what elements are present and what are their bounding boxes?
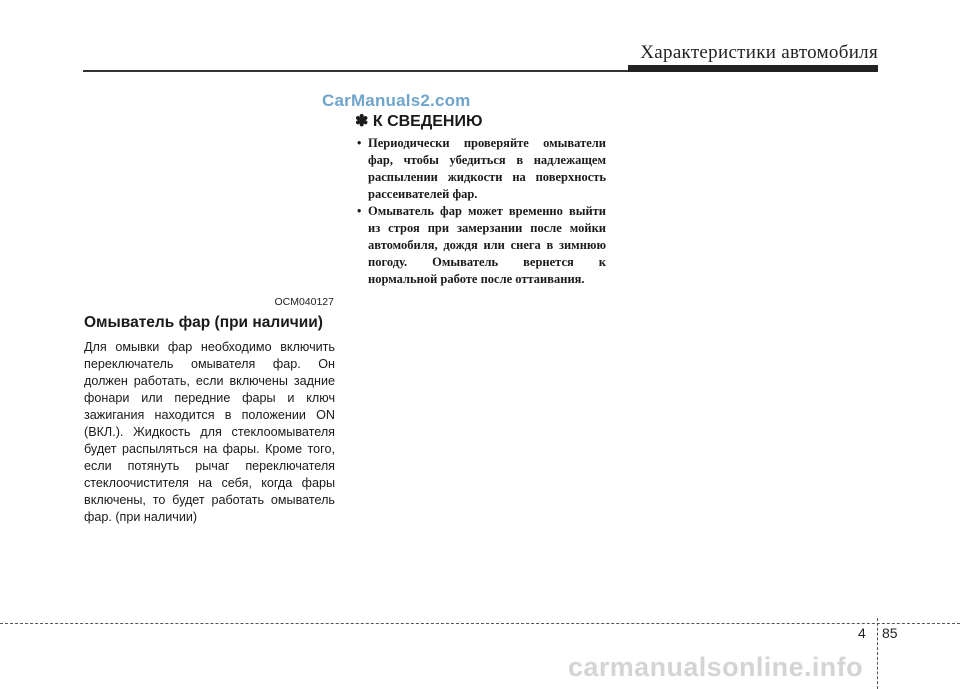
info-item-text: Омыватель фар может временно выйти из строя при замерзании после мойки автомобиля, дождя или снега в зимнюю погоду. Омыватель вернется к нормальной работе после оттаивания. [368,204,606,286]
info-item-text: Периодически проверяйте омыватели фар, чтобы убедиться в надлежащем распылении жидкости на поверхность рассеивателей фар. [368,136,606,201]
bullet-icon: • [357,136,362,150]
section-body: Для омывки фар необходимо включить переключатель омывателя фар. Он должен работать, если включены задние фонари или передние фары и ключ зажигания находится в положении ON (ВКЛ.). Жидкость для стеклоомывателя будет распыляться на фары. Кроме того, если потянуть рычаг переключателя стеклоочистителя на себя, когда фары включены, то будет работать омыватель фар. (при наличии) [84,340,335,524]
header-rule-accent [628,65,878,72]
footer-divider [877,618,878,689]
page-number: 85 [882,625,898,641]
watermark-footer-link[interactable]: carmanualsonline.info [568,652,863,682]
info-list-item [355,203,606,288]
header-title: Характеристики автомобиля [640,42,878,63]
section-heading: Омыватель фар (при наличии) [84,314,323,331]
info-list-item [355,135,606,203]
section-left-column [84,314,335,526]
figure-caption: OCM040127 [274,296,334,308]
watermark-link[interactable]: CarManuals2.com [322,91,471,110]
info-heading: ✽ К СВЕДЕНИЮ [355,113,483,130]
bullet-icon: • [357,204,362,218]
chapter-number: 4 [858,625,866,641]
info-box [355,111,606,288]
info-list [355,135,606,288]
footer-rule [0,623,960,624]
